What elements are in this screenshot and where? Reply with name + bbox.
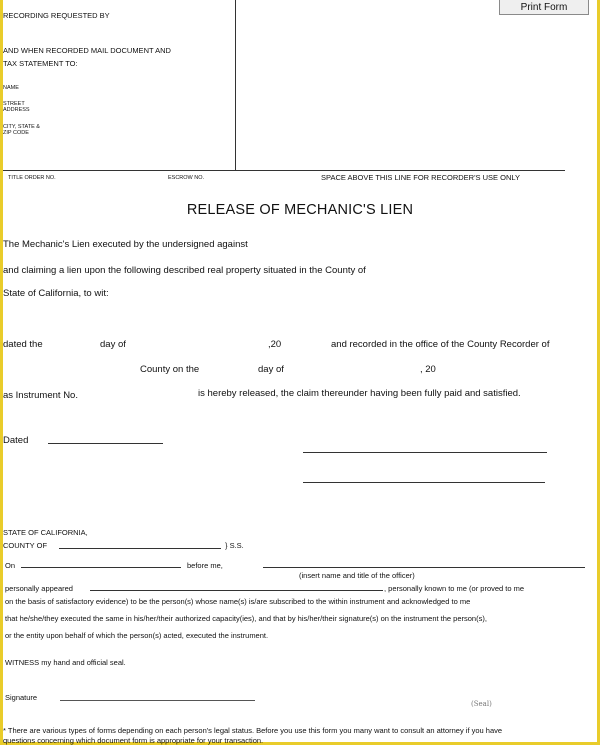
- year-20-label-b: , 20: [420, 364, 436, 375]
- recorder-line: [3, 170, 565, 171]
- recording-requested-by: RECORDING REQUESTED BY: [3, 11, 110, 20]
- signature-field-1[interactable]: [303, 452, 547, 453]
- mail-line-2: TAX STATEMENT TO:: [3, 59, 78, 68]
- body-line-3: State of California, to wit:: [3, 288, 109, 299]
- basis-text: on the basis of satisfactory evidence) to be the person(s) whose name(s) is/are subscribed to the within instrument and acknowledged to me: [5, 597, 471, 606]
- document-title: RELEASE OF MECHANIC'S LIEN: [186, 202, 414, 218]
- city-label-2: ZIP CODE: [3, 130, 29, 136]
- notary-signature-field[interactable]: [60, 700, 255, 701]
- officer-field[interactable]: [263, 567, 585, 568]
- dated-field[interactable]: [48, 443, 163, 444]
- insert-name-label: (insert name and title of the officer): [299, 571, 415, 580]
- signature-label: Signature: [5, 693, 38, 702]
- before-me-label: before me,: [187, 561, 223, 570]
- escrow-no-label: ESCROW NO.: [168, 175, 205, 181]
- body-line-1: The Mechanic's Lien executed by the undersigned against: [3, 239, 248, 250]
- city-label-1: CITY, STATE &: [3, 124, 40, 130]
- county-field[interactable]: [59, 548, 221, 549]
- on-label: On: [5, 561, 16, 570]
- street-label-1: STREET: [3, 101, 25, 107]
- day-of-label: day of: [100, 339, 126, 350]
- disclaimer-line-2: questions concerning which document form is appropriate for your transaction.: [3, 736, 264, 745]
- state-label: STATE OF CALIFORNIA,: [3, 528, 88, 537]
- signature-field-2[interactable]: [303, 482, 545, 483]
- body-line-2: and claiming a lien upon the following described real property situated in the County of: [3, 265, 366, 276]
- released-text: is hereby released, the claim thereunder having been fully paid and satisfied.: [198, 388, 521, 399]
- print-form-button[interactable]: Print Form: [499, 0, 589, 15]
- day-of-label-2: day of: [258, 364, 284, 375]
- witness-text: WITNESS my hand and official seal.: [5, 658, 126, 667]
- mail-line-1: AND WHEN RECORDED MAIL DOCUMENT AND: [3, 46, 171, 55]
- instrument-no-label: as Instrument No.: [3, 390, 78, 401]
- dated-the-label: dated the: [3, 339, 43, 350]
- year-20-label-a: ,20: [268, 339, 282, 350]
- recorder-use-label: SPACE ABOVE THIS LINE FOR RECORDER'S USE ONLY: [321, 173, 520, 182]
- ss-label: } S.S.: [225, 541, 244, 550]
- executed-text: that he/she/they executed the same in his/her/their authorized capacity(ies), and that by his/her/their signature(s) on the instrument the person(s),: [5, 614, 487, 623]
- title-order-no-label: TITLE ORDER NO.: [8, 175, 56, 181]
- personally-known-label: , personally known to me (or proved to me: [384, 584, 525, 593]
- name-label: NAME: [3, 85, 19, 91]
- recorded-in-label: and recorded in the office of the County Recorder of: [331, 339, 550, 350]
- on-date-field[interactable]: [21, 567, 181, 568]
- dated-label: Dated: [3, 435, 29, 446]
- entity-text: or the entity upon behalf of which the person(s) acted, executed the instrument.: [5, 631, 269, 640]
- county-of-label: COUNTY OF: [3, 541, 48, 550]
- header-divider: [235, 0, 236, 170]
- personally-appeared-label: personally appeared: [5, 584, 73, 593]
- disclaimer-line-1: * There are various types of forms depending on each person's legal status. Before you use this form you many want to consult an attorney if you have: [3, 726, 503, 735]
- appeared-field[interactable]: [90, 590, 383, 591]
- street-label-2: ADDRESS: [3, 107, 30, 113]
- seal-label: (Seal): [471, 700, 492, 708]
- county-on-the-label: County on the: [140, 364, 200, 375]
